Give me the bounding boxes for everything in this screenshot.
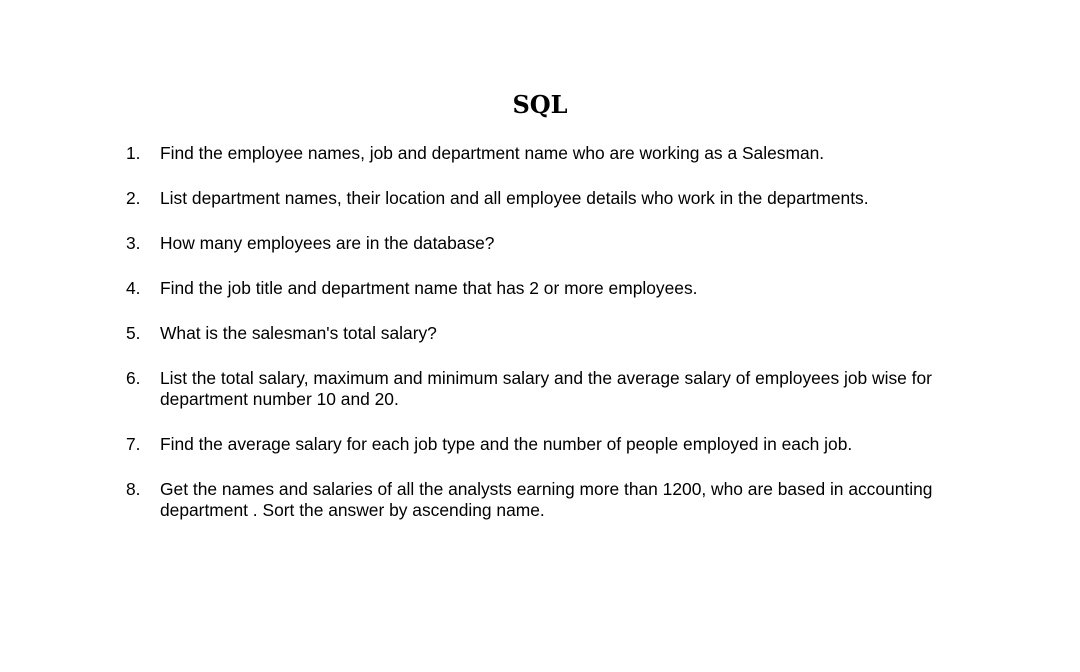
item-text: List department names, their location and all employee details who work in the departments.: [160, 188, 869, 208]
item-text: Find the average salary for each job type and the number of people employed in each job.: [160, 434, 853, 454]
item-text: How many employees are in the database?: [160, 233, 495, 253]
page-title: SQL: [512, 90, 568, 119]
item-number: 8.: [126, 479, 141, 499]
list-item: [0, 368, 1080, 410]
item-text: Get the names and salaries of all the analysts earning more than 1200, who are based in accounting department . Sort the answer by ascending name.: [160, 479, 933, 520]
item-text: What is the salesman's total salary?: [160, 323, 437, 343]
item-number: 7.: [126, 434, 141, 454]
list-item: [0, 143, 1080, 164]
list-item: [0, 278, 1080, 299]
list-item: [0, 188, 1080, 209]
list-item: [0, 434, 1080, 455]
question-list: [0, 143, 1080, 545]
item-number: 3.: [126, 233, 141, 253]
item-number: 6.: [126, 368, 141, 388]
list-item: [0, 323, 1080, 344]
item-text: Find the job title and department name that has 2 or more employees.: [160, 278, 698, 298]
item-number: 1.: [126, 143, 141, 163]
item-number: 2.: [126, 188, 141, 208]
item-text: List the total salary, maximum and minimum salary and the average salary of employees job wise for department number 10 and 20.: [160, 368, 932, 409]
item-number: 4.: [126, 278, 141, 298]
list-item: [0, 233, 1080, 254]
list-item: [0, 479, 1080, 521]
item-number: 5.: [126, 323, 141, 343]
item-text: Find the employee names, job and department name who are working as a Salesman.: [160, 143, 825, 163]
